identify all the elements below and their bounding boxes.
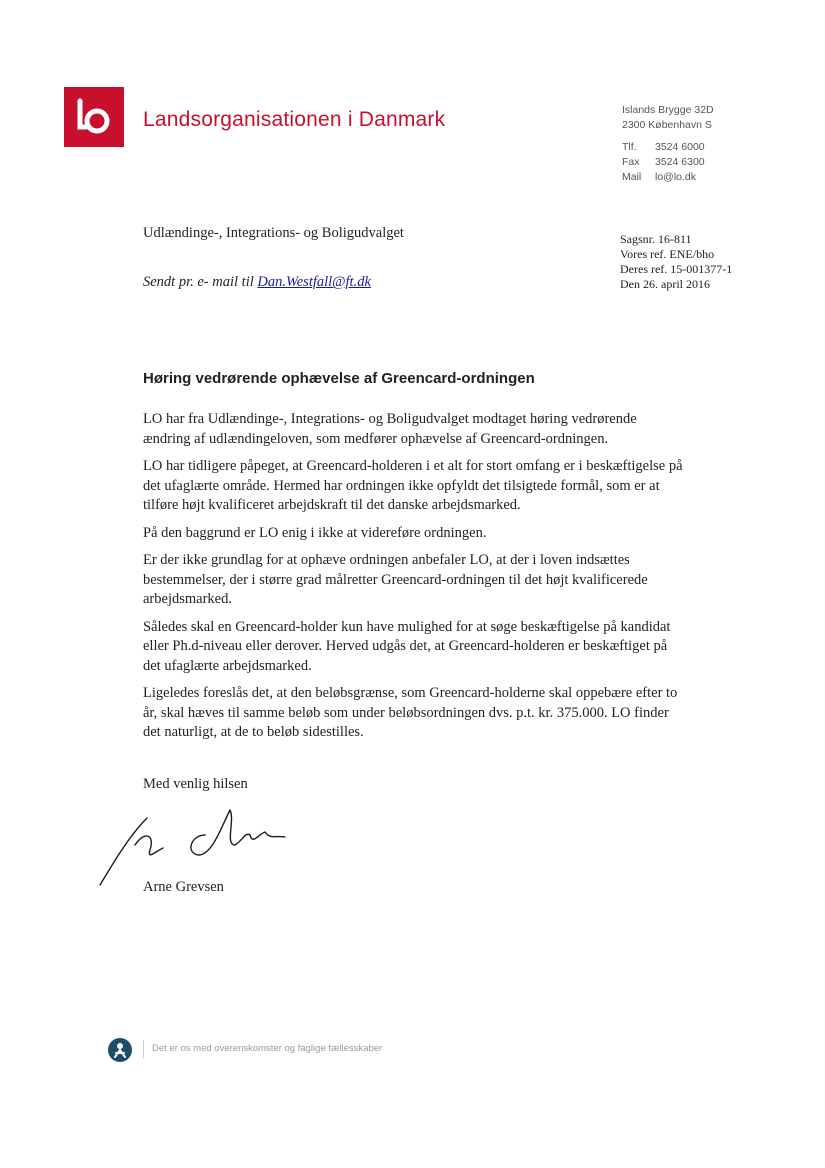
lo-logo-icon <box>64 87 124 147</box>
people-icon <box>108 1038 132 1062</box>
letter-body <box>143 410 683 751</box>
paragraph: Ligeledes foreslås det, at den beløbsgrænse, som Greencard-holderne skal oppebære efter to år, skal hæves til samme beløb som under beløbsordningen dvs. p.t. kr. 375.000. LO finder det naturligt, at de to beløb sidestilles. <box>143 685 678 740</box>
org-name: Landsorganisationen i Danmark <box>143 108 446 131</box>
signer-name: Arne Grevsen <box>143 879 224 895</box>
our-reference: Vores ref. ENE/bho <box>620 247 715 261</box>
footer-tagline: Det er os med overenskomster og faglige fællesskaber <box>152 1043 383 1054</box>
recipient-email-link[interactable]: Dan.Westfall@ft.dk <box>257 274 371 290</box>
address-line: Islands Brygge 32D <box>622 104 714 116</box>
lo-logo <box>64 87 124 147</box>
contact-list <box>622 140 705 185</box>
address <box>622 103 714 133</box>
contact-value: 3524 6000 <box>655 141 705 153</box>
reference-block <box>620 232 732 292</box>
paragraph: LO har tidligere påpeget, at Greencard-holderen i et alt for stort omfang er i beskæftigelse på det ufaglærte område. Hermed har ordningen ikke opfyldt det tilsigtede formål, som er at tilføre højt kvalificeret arbejdskraft til det danske arbejdsmarked. <box>143 458 683 513</box>
sent-text: Sendt pr. e- mail til <box>143 274 258 290</box>
address-line: 2300 København S <box>622 119 712 131</box>
recipient: Udlændinge-, Integrations- og Boligudvalget <box>143 225 404 241</box>
letter-date: Den 26. april 2016 <box>620 277 710 291</box>
paragraph: På den baggrund er LO enig i ikke at videreføre ordningen. <box>143 524 487 541</box>
footer-divider <box>143 1040 144 1058</box>
closing: Med venlig hilsen <box>143 776 248 792</box>
contact-label: Mail <box>622 171 642 183</box>
footer-logo-icon <box>108 1038 132 1062</box>
paragraph: LO har fra Udlændinge-, Integrations- og Boligudvalget modtaget høring vedrørende ændring af udlændingeloven, som medfører ophævelse af Greencard-ordningen. <box>143 411 637 447</box>
paragraph: Er der ikke grundlag for at ophæve ordningen anbefaler LO, at der i loven indsættes bestemmelser, der i større grad målretter Greencard-ordningen til det højt kvalificerede arbejdsmarked. <box>143 552 648 607</box>
contact-value: 3524 6300 <box>655 156 705 168</box>
contact-label: Tlf. <box>622 141 637 153</box>
contact-phone <box>622 140 705 155</box>
case-number: Sagsnr. 16-811 <box>620 232 692 246</box>
contact-mail <box>622 170 705 185</box>
contact-label: Fax <box>622 156 640 168</box>
sent-line <box>143 274 371 291</box>
letter-heading: Høring vedrørende ophævelse af Greencard-ordningen <box>143 370 535 387</box>
handwritten-signature <box>95 790 305 890</box>
paragraph: Således skal en Greencard-holder kun have mulighed for at søge beskæftigelse på kandidat eller Ph.d-niveau eller derover. Herved udgås det, at Greencard-holderen er beskæftiget på det ufaglærte arbejdsmarked. <box>143 618 671 674</box>
contact-fax <box>622 155 705 170</box>
contact-value: lo@lo.dk <box>655 171 697 183</box>
your-reference: Deres ref. 15-001377-1 <box>620 262 733 276</box>
